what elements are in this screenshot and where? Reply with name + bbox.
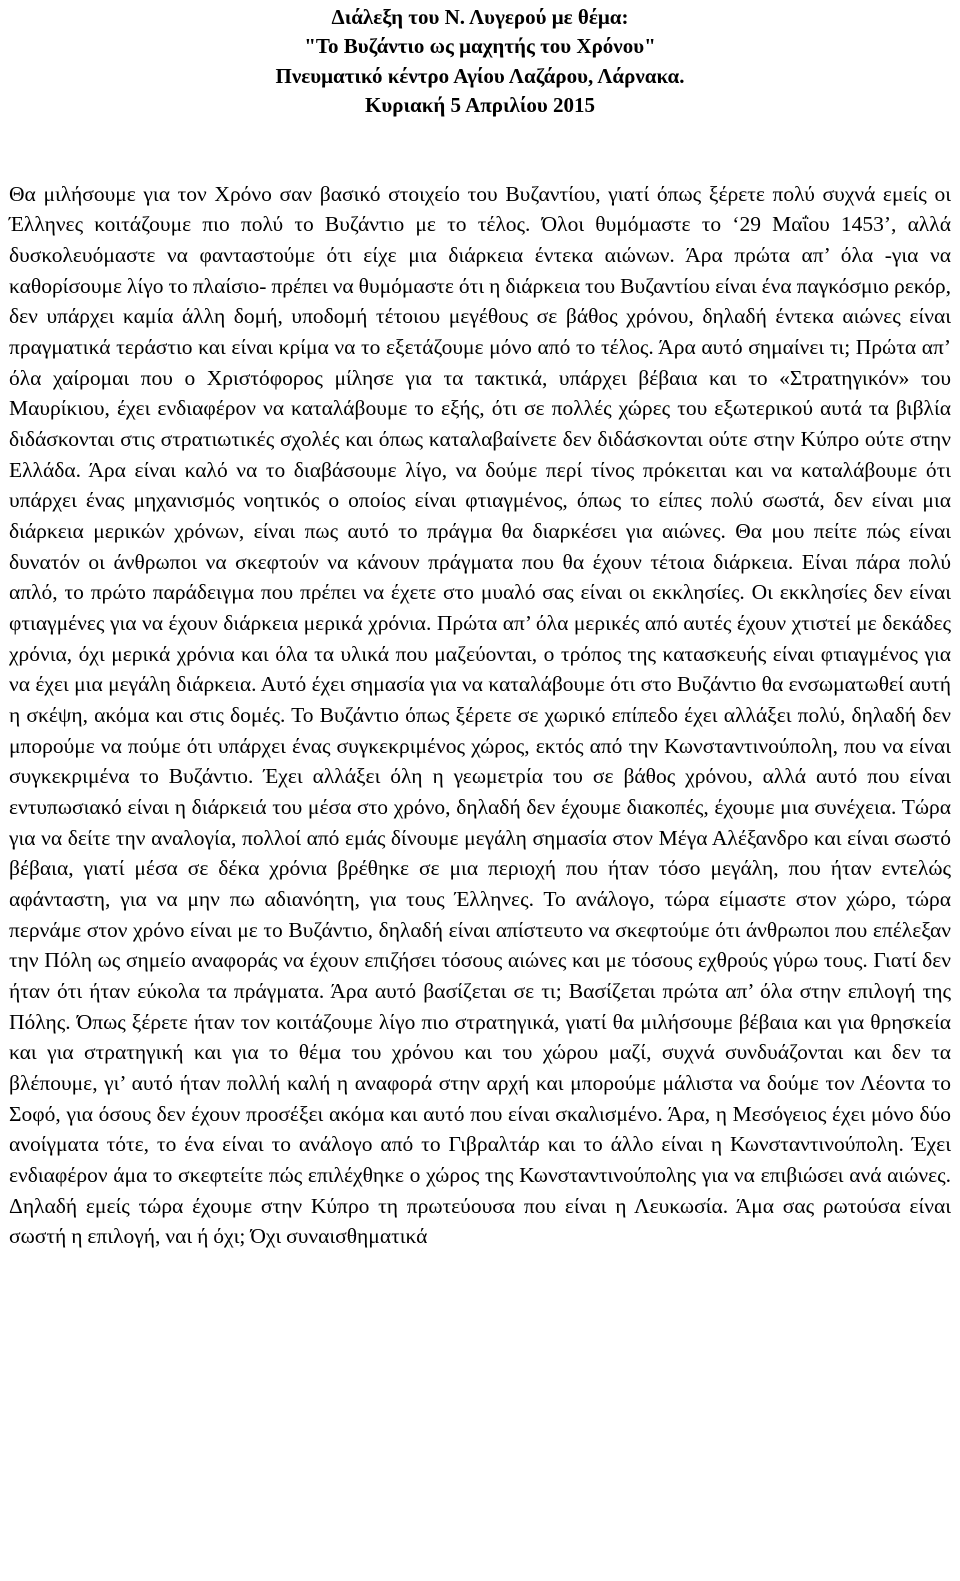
lecture-topic: "Το Βυζάντιο ως μαχητής του Χρόνου" [304,34,656,59]
lecture-date: Κυριακή 5 Απριλίου 2015 [364,93,596,118]
lecture-venue: Πνευματικό κέντρο Αγίου Λαζάρου, Λάρνακα. [275,63,685,88]
body-paragraph: Θα μιλήσουμε για τον Χρόνο σαν βασικό στοιχείο του Βυζαντίου, γιατί όπως ξέρετε πολύ συχνά εμείς οι Έλληνες κοιτάζουμε πιο πολύ το Βυζάντιο με το τέλος. Όλοι θυμόμαστε το ‘29 Μαΐου 1453’, αλλά δυσκολευόμαστε να φανταστούμε ότι είχε μια διάρκεια έντεκα αιώνων. Άρα πρώτα απ’ όλα -για να καθορίσουμε λίγο το πλαίσιο- πρέπει να θυμόμαστε ότι η διάρκεια του Βυζαντίου είναι ένα παγκόσμιο ρεκόρ, δεν υπάρχει καμία άλλη δομή, υποδομή τέτοιου μεγέθους σε βάθος χρόνου, δηλαδή έντεκα αιώνες είναι πραγματικά τεράστιο και είναι κρίμα να το εξετάζουμε μόνο από το τέλος. Άρα αυτό σημαίνει τι; Πρώτα απ’ όλα χαίρομαι που ο Χριστόφορος μίλησε για τα τακτικά, υπάρχει βέβαια και το «Στρατηγικόν» του Μαυρίκιου, έχει ενδιαφέρον να καταλάβουμε το εξής, ότι σε πολλές χώρες του εξωτερικού αυτά τα βιβλία διδάσκονται στις στρατιωτικές σχολές και όπως καταλαβαίνετε δεν διδάσκονται ούτε στην Κύπρο ούτε στην Ελλάδα. Άρα είναι καλό να το διαβάσουμε λίγο, να δούμε περί τίνος πρόκειται και να καταλάβουμε ότι υπάρχει ένας μηχανισμός νοητικός ο οποίος είναι φτιαγμένος, όπως το είπες πολύ σωστά, δεν είναι μια διάρκεια μερικών χρόνων, είναι πως αυτό το πράγμα θα διαρκέσει για αιώνες. Θα μου πείτε πώς είναι δυνατόν οι άνθρωποι να σκεφτούν να κάνουν πράγματα που θα έχουν τέτοια διάρκεια. Είναι πάρα πολύ απλό, το πρώτο παράδειγμα που πρέπει να έχετε στο μυαλό σας είναι οι εκκλησίες. Οι εκκλησίες δεν είναι φτιαγμένες για να έχουν διάρκεια μερικά χρόνια. Πρώτα απ’ όλα μερικές από αυτές έχουν χτιστεί με δεκάδες χρόνια, όχι μερικά χρόνια και όλα τα υλικά που μαζεύονται, ο τρόπος της κατασκευής είναι φτιαγμένος για να έχει μια μεγάλη διάρκεια. Αυτό έχει σημασία για να καταλάβουμε ότι στο Βυζάντιο θα ενσωματωθεί αυτή η σκέψη, ακόμα και στις δομές. Το Βυζάντιο όπως ξέρετε σε χωρικό επίπεδο έχει αλλάξει πολύ, δηλαδή δεν μπορούμε να πούμε ότι υπάρχει ένας συγκεκριμένος χώρος, εκτός από την Κωνσταντινούπολη, που να είναι συγκεκριμένα το Βυζάντιο. Έχει αλλάξει όλη η γεωμετρία του σε βάθος χρόνου, αλλά αυτό που είναι εντυπωσιακό είναι η διάρκειά του μέσα στο χρόνο, δηλαδή δεν έχουμε διακοπές, έχουμε μια συνέχεια. Τώρα για να δείτε την αναλογία, πολλοί από εμάς δίνουμε μεγάλη σημασία στον Μέγα Αλέξανδρο και είναι σωστό βέβαια, γιατί μέσα σε δέκα χρόνια βρέθηκε σε μια περιοχή που ήταν τόσο μεγάλη, που ήταν εντελώς αφάνταστη, για να μην πω αδιανόητη, για τους Έλληνες. Το ανάλογο, τώρα είμαστε στον χώρο, τώρα περνάμε στον χρόνο είναι με το Βυζάντιο, δηλαδή είναι απίστευτο να σκεφτούμε ότι άνθρωποι που επέλεξαν την Πόλη ως σημείο αναφοράς να έχουν επιζήσει τόσους αιώνες και με τόσους εχθρούς γύρω τους. Γιατί δεν ήταν ότι ήταν εύκολα τα πράγματα. Άρα αυτό βασίζεται σε τι; Βασίζεται πρώτα απ’ όλα στην επιλογή της Πόλης. Όπως ξέρετε ήταν τον κοιτάζουμε λίγο πιο στρατηγικά, γιατί θα μιλήσουμε βέβαια και για θρησκεία και για στρατηγική και για το θέμα του χρόνου και του χώρου μαζί, συχνά συνδυάζονται και δεν τα βλέπουμε, γι’ αυτό ήταν πολλή καλή η αναφορά στην αρχή και μπορούμε μάλιστα να δούμε τον Λέοντα το Σοφό, για όσους δεν έχουν προσέξει ακόμα και αυτό που είναι σκαλισμένο. Άρα, η Μεσόγειος έχει μόνο δύο ανοίγματα τότε, το ένα είναι το ανάλογο από το Γιβραλτάρ και το άλλο είναι η Κωνσταντινούπολη. Έχει ενδιαφέρον άμα το σκεφτείτε πώς επιλέχθηκε ο χώρος της Κωνσταντινούπολης για να επιβιώσει ανά αιώνες. Δηλαδή εμείς τώρα έχουμε στην Κύπρο τη πρωτεύουσα που είναι η Λευκωσία. Άμα σας ρωτούσα είναι σωστή η επιλογή, ναι ή όχι; Όχι συναισθηματικά [9,181,951,1249]
heading-spacer [9,121,951,179]
document-heading [9,3,951,121]
lecture-title: Διάλεξη του Ν. Λυγερού με θέμα: [331,5,629,29]
